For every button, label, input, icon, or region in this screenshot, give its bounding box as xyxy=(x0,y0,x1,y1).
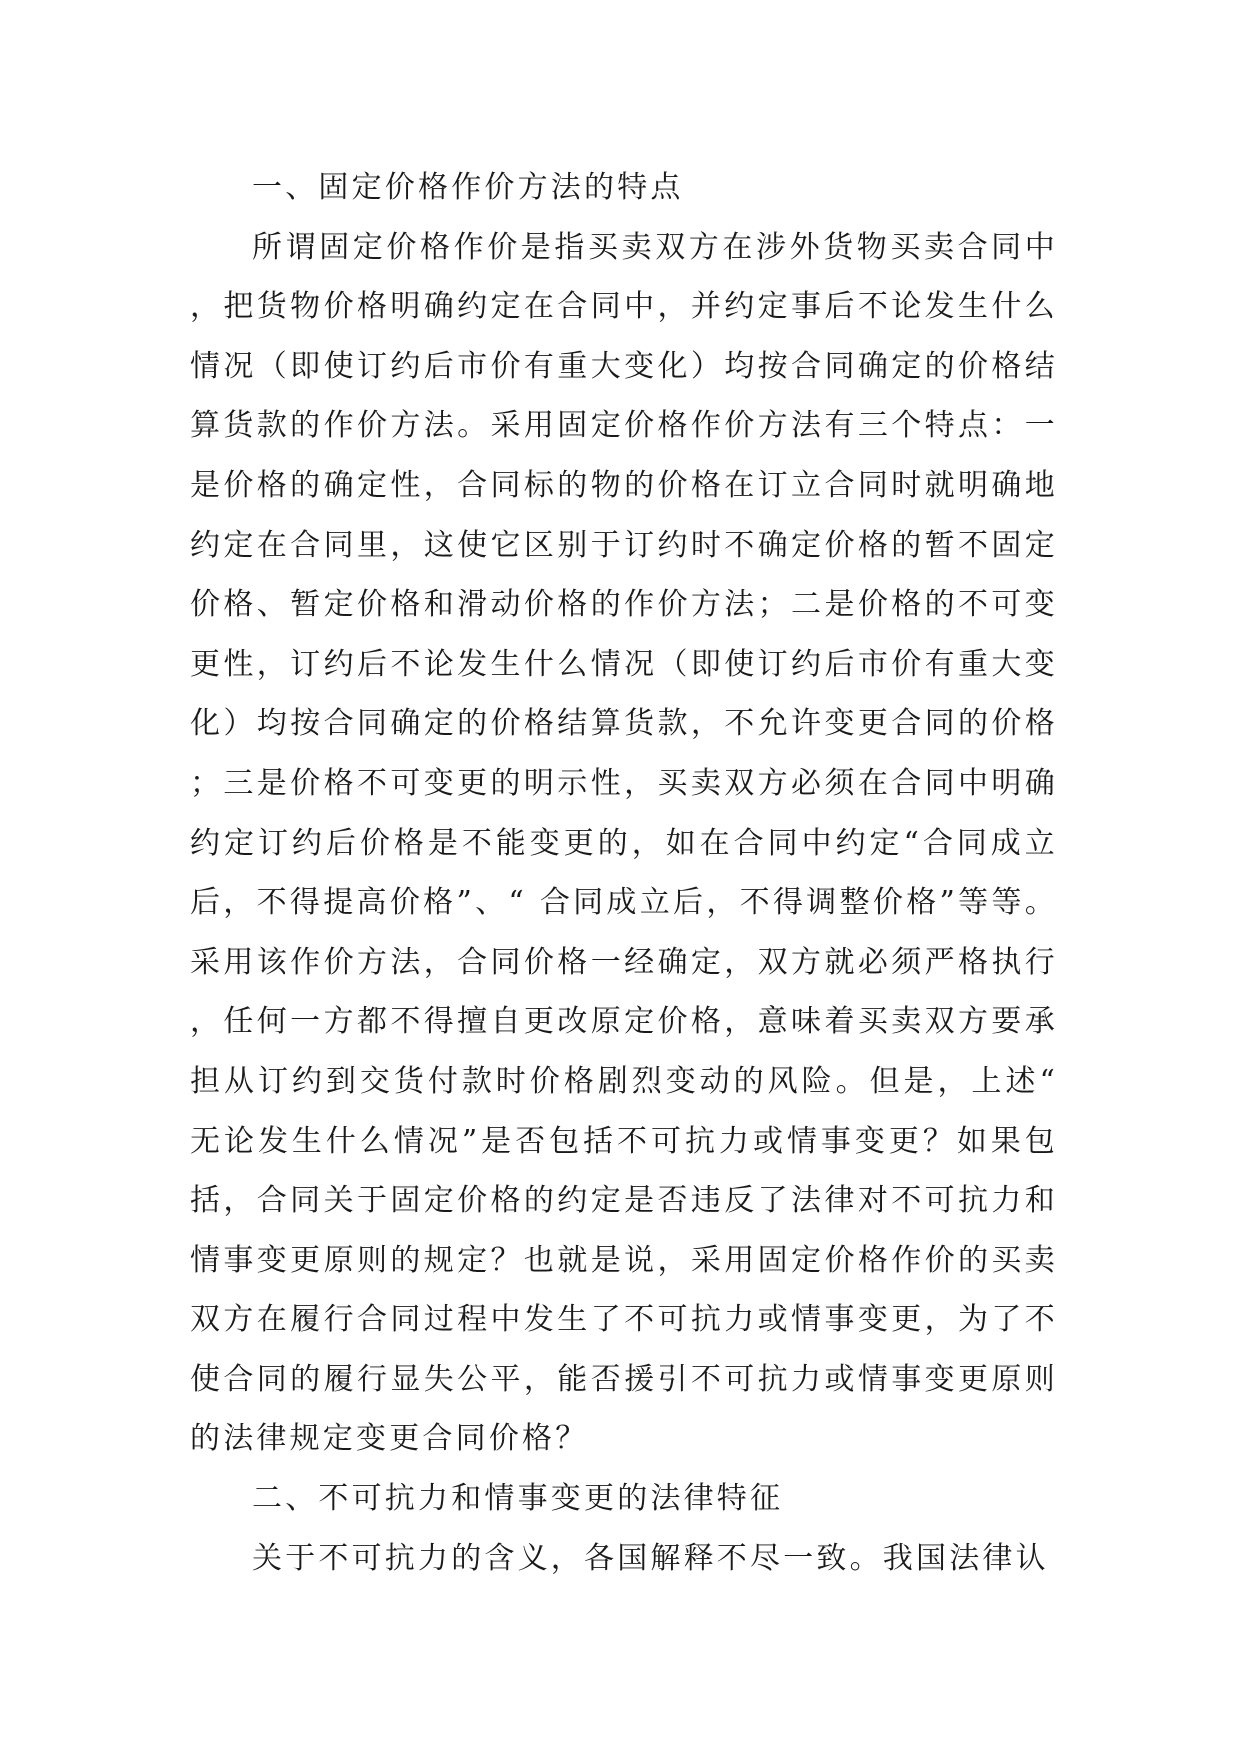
paragraph-1: 所谓固定价格作价是指买卖双方在涉外货物买卖合同中，把货物价格明确约定在合同中，并约定事后不论发生什么情况（即使订约后市价有重大变化）均按合同确定的价格结算货款的作价方法。采用固定价格作价方法有三个特点：一是价格的确定性，合同标的物的价格在订立合同时就明确地约定在合同里，这使它区别于订约时不确定价格的暂不固定价格、暂定价格和滑动价格的作价方法；二是价格的不可变更性，订约后不论发生什么情况（即使订约后市价有重大变化）均按合同确定的价格结算货款，不允许变更合同的价格；三是价格不可变更的明示性，买卖双方必须在合同中明确约定订约后价格是不能变更的，如在合同中约定“合同成立后，不得提高价格”、“ 合同成立后，不得调整价格”等等。采用该作价方法，合同价格一经确定，双方就必须严格执行，任何一方都不得擅自更改原定价格，意味着买卖双方要承担从订约到交货付款时价格剧烈变动的风险。但是，上述“无论发生什么情况”是否包括不可抗力或情事变更？如果包括，合同关于固定价格的约定是否违反了法律对不可抗力和情事变更原则的规定？也就是说，采用固定价格作价的买卖双方在履行合同过程中发生了不可抗力或情事变更，为了不使合同的履行显失公平，能否援引不可抗力或情事变更原则的法律规定变更合同价格？ xyxy=(190,229,1058,1457)
section-heading-2: 二、不可抗力和情事变更的法律特征 xyxy=(252,1481,784,1517)
section-heading-1: 一、固定价格作价方法的特点 xyxy=(252,170,684,205)
paragraph-2: 关于不可抗力的含义，各国解释不尽一致。我国法律认 xyxy=(252,1540,1049,1576)
document-body xyxy=(190,158,1058,1588)
